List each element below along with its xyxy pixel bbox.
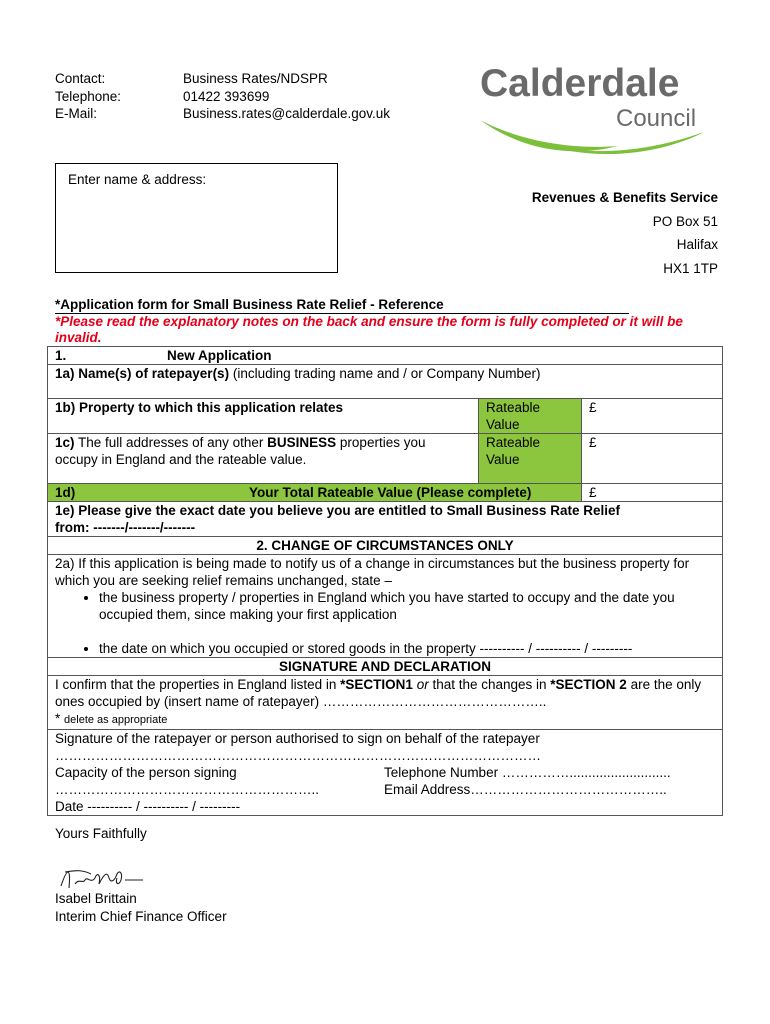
section1-header-row [48, 347, 723, 365]
telephone-field[interactable]: Telephone Number ……………........................... [384, 765, 671, 780]
q1c-rv-value[interactable]: £ [582, 434, 723, 484]
capacity-telephone-row [55, 764, 715, 781]
signer-title: Interim Chief Finance Officer [55, 908, 227, 924]
date-field[interactable]: Date ---------- / ---------- / --------- [55, 799, 241, 814]
section2-header-row [48, 537, 723, 555]
q1e-line2: from: -------/-------/------- [55, 520, 196, 535]
q1d-total-value[interactable]: £ [582, 484, 723, 502]
signature-label: Signature of the ratepayer or person authorised to sign on behalf of the ratepayer [55, 731, 540, 746]
q1b-rv-value[interactable]: £ [582, 399, 723, 434]
signature-line[interactable]: ……………………………………………………………………………………………… [55, 748, 541, 763]
logo-line2: Council [616, 105, 697, 132]
declaration-header-row [48, 658, 723, 676]
q1e-line1: 1e) Please give the exact date you believe you are entitled to Small Business Rate Relief [55, 503, 620, 518]
yours-faithfully: Yours Faithfully [55, 826, 147, 841]
logo-swoosh [480, 120, 618, 151]
form-title: *Application form for Small Business Rate Relief - Reference [55, 297, 629, 314]
declaration-body-row[interactable] [48, 676, 723, 730]
handwritten-signature [57, 862, 147, 892]
section2-intro: 2a) If this application is being made to notify us of a change in circumstances but the business property for which you are seeking relief remains unchanged, state – [55, 556, 690, 588]
address-line-2: Halifax [676, 237, 718, 252]
capacity-field[interactable]: ………………………………………………….. [55, 782, 320, 797]
email-field[interactable]: Email Address…………………………………….. [384, 782, 667, 797]
delete-note: * delete as appropriate [55, 711, 168, 726]
application-form-table [47, 346, 723, 816]
q1b-rv-label: Rateable Value [479, 399, 582, 434]
declaration-heading: SIGNATURE AND DECLARATION [48, 658, 723, 676]
telephone-label: Telephone: [55, 88, 122, 104]
q1a-hint: (including trading name and / or Company Number) [229, 366, 541, 381]
name-address-box[interactable] [55, 163, 338, 273]
contact-label: Contact: [55, 71, 106, 86]
section2-heading: 2. CHANGE OF CIRCUMSTANCES ONLY [48, 537, 723, 555]
capacity-label: Capacity of the person signing [55, 765, 237, 780]
section1-heading: New Application [167, 348, 272, 363]
q1c-rv-label: Rateable Value [479, 434, 582, 484]
contact-block [55, 70, 390, 123]
declaration-text: I confirm that the properties in England listed in *SECTION1 or that the changes in *SECTION 2 are the only ones occupied by (insert name of ratepayer) ………………………………………….. [55, 677, 702, 709]
section2-bullet-1: • the business property / properties in England which you have started to occupy and the date you occupied them, since making your first application [99, 589, 715, 623]
q1c-label: 1c) The full addresses of any other BUSINESS properties you occupy in England and the rateable value. [48, 434, 479, 484]
address-line-1: PO Box 51 [652, 213, 718, 229]
q1b-row[interactable] [48, 399, 723, 434]
q1c-row[interactable] [48, 434, 723, 484]
warning-note: *Please read the explanatory notes on the back and ensure the form is fully completed or it will be invalid. [55, 314, 683, 345]
contact-value: Business Rates/NDSPR [183, 71, 328, 86]
name-address-label: Enter name & address: [68, 172, 207, 187]
section2-body-row[interactable] [48, 555, 723, 658]
address-line-3: HX1 1TP [663, 260, 718, 276]
email-value[interactable]: Business.rates@calderdale.gov.uk [183, 106, 391, 121]
section2-bullet-2: • the date on which you occupied or stored goods in the property ---------- / ---------- / --------- [99, 640, 715, 657]
capacity-email-row [55, 781, 715, 798]
q1e-row[interactable] [48, 502, 723, 537]
calderdale-council-logo [478, 58, 718, 158]
telephone-value: 01422 393699 [183, 88, 270, 104]
service-name: Revenues & Benefits Service [531, 190, 718, 205]
q1d-label: 1d) Your Total Rateable Value (Please complete) [48, 484, 582, 502]
logo-line1: Calderdale [480, 62, 680, 105]
q1d-row[interactable] [48, 484, 723, 502]
q1b-label: 1b) Property to which this application relates [48, 399, 479, 434]
signer-block [55, 890, 227, 925]
return-address [532, 186, 718, 280]
email-label: E-Mail: [55, 106, 98, 121]
signature-row[interactable] [48, 730, 723, 816]
section1-num: 1. [55, 348, 67, 363]
q1a-row[interactable] [48, 365, 723, 399]
signer-name: Isabel Brittain [55, 891, 137, 906]
q1a-label: 1a) Name(s) of ratepayer(s) [55, 366, 230, 381]
